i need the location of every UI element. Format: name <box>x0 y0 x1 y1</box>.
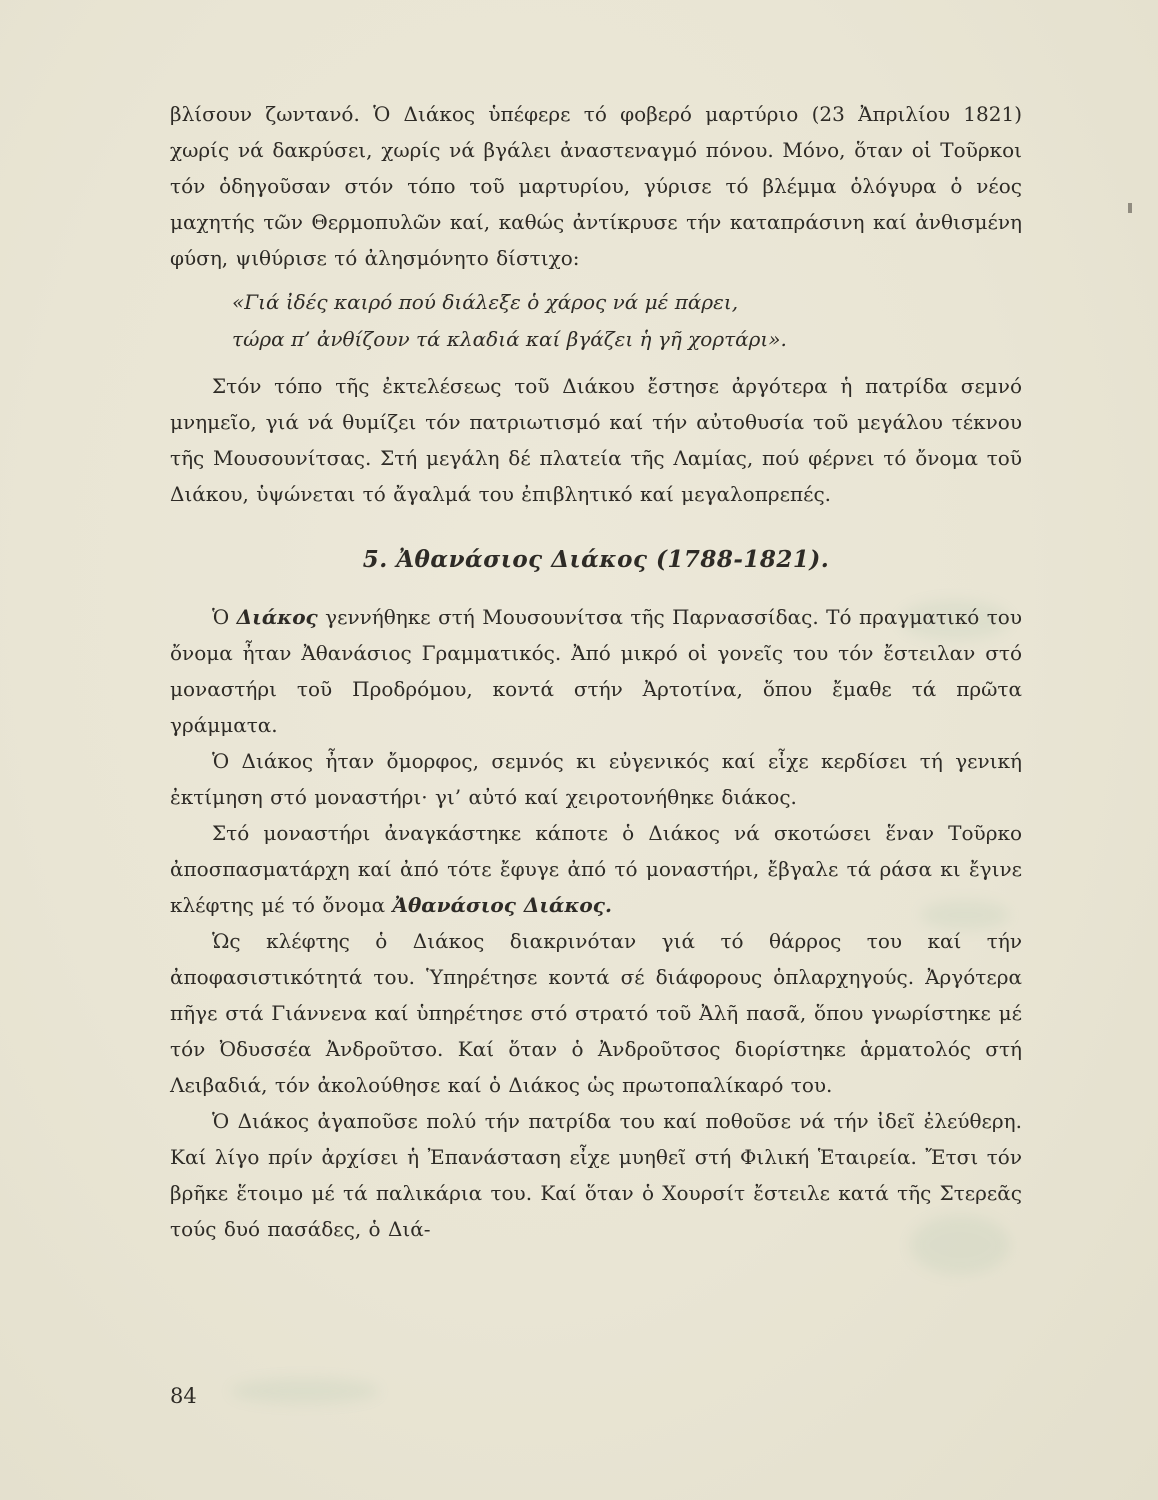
couplet-quote <box>232 284 1022 358</box>
paragraph-kleft-name: Ἀθανάσιος Διάκος. <box>392 893 612 917</box>
paragraph-kleft-pre: Στό μοναστήρι ἀναγκάστηκε κάποτε ὁ Διάκος νά σκοτώσει ἕναν Τοῦρκο ἀποσπασματάρχη καί ἀπό τότε ἔφυγε ἀπό τό μοναστήρι, ἔβγαλε τά ράσα κι ἔγινε κλέφτης μέ τό ὄνομα <box>170 821 1022 917</box>
quote-line-2: τώρα π’ ἀνθίζουν τά κλαδιά καί βγάζει ἡ γῆ χορτάρι». <box>232 327 787 351</box>
paragraph-birth-name: Διάκος <box>236 605 318 629</box>
paragraph-birth-post: γεννήθηκε στή Μουσουνίτσα τῆς Παρνασσίδας. Τό πραγματικό του ὄνομα ἦταν Ἀθανάσιος Γραμματικός. Ἀπό μικρό οἱ γονεῖς του τόν ἔστειλαν στό μοναστήρι τοῦ Προδρόμου, κοντά στήν Ἀρτοτίνα, ὅπου ἔμαθε τά πρῶτα γράμματα. <box>170 605 1022 737</box>
paragraph-birth-pre: Ὁ <box>212 605 237 629</box>
paragraph-revolution: Ὁ Διάκος ἀγαποῦσε πολύ τήν πατρίδα του καί ποθοῦσε νά τήν ἰδεῖ ἐλεύθερη. Καί λίγο πρίν ἀρχίσει ἡ Ἐπανάσταση εἶχε μυηθεῖ στή Φιλική Ἑταιρεία. Ἔτσι τόν βρῆκε ἕτοιμο μέ τά παλικάρια του. Καί ὅταν ὁ Χουρσίτ ἔστειλε κατά τῆς Στερεᾶς τούς δυό πασάδες, ὁ Διά- <box>170 1109 1022 1241</box>
book-page <box>170 96 1022 1247</box>
paragraph-monument: Στόν τόπο τῆς ἐκτελέσεως τοῦ Διάκου ἔστησε ἀργότερα ἡ πατρίδα σεμνό μνημεῖο, γιά νά θυμίζει τόν πατριωτισμό καί τήν αὐτοθυσία τοῦ μεγάλου τέκνου τῆς Μουσουνίτσας. Στή μεγάλη δέ πλατεία τῆς Λαμίας, πού φέρνει τό ὄνομα τοῦ Διάκου, ὑψώνεται τό ἄγαλμά του ἐπιβλητικό καί μεγαλοπρεπές. <box>170 374 1022 506</box>
paragraph-continuation: βλίσουν ζωντανό. Ὁ Διάκος ὑπέφερε τό φοβερό μαρτύριο (23 Ἀπριλίου 1821) χωρίς νά δακρύσει, χωρίς νά βγάλει ἀναστεναγμό πόνου. Μόνο, ὅταν οἱ Τοῦρκοι τόν ὁδηγοῦσαν στόν τόπο τοῦ μαρτυρίου, γύρισε τό βλέμμα ὁλόγυρα ὁ νέος μαχητής τῶν Θερμοπυλῶν καί, καθώς ἀντίκρυσε τήν καταπράσινη καί ἀνθισμένη φύση, ψιθύρισε τό ἀλησμόνητο δίστιχο: <box>170 102 1022 270</box>
section-heading: 5. Ἀθανάσιος Διάκος (1788-1821). <box>362 546 830 573</box>
quote-line-1: «Γιά ἰδές καιρό πού διάλεξε ὁ χάρος νά μέ πάρει, <box>232 290 739 314</box>
paragraph-service: Ὡς κλέφτης ὁ Διάκος διακρινόταν γιά τό θάρρος του καί τήν ἀποφασιστικότητά του. Ὑπηρέτησε κοντά σέ διάφορους ὁπλαρχηγούς. Ἀργότερα πῆγε στά Γιάννενα καί ὑπηρέτησε στό στρατό τοῦ Ἀλῆ πασᾶ, ὅπου γνωρίστηκε μέ τόν Ὀδυσσέα Ἀνδροῦτσο. Καί ὅταν ὁ Ἀνδροῦτσος διορίστηκε ἁρματολός στή Λειβαδιά, τόν ἀκολούθησε καί ὁ Διάκος ὡς πρωτοπαλίκαρό του. <box>170 929 1022 1097</box>
paragraph-character: Ὁ Διάκος ἦταν ὄμορφος, σεμνός κι εὐγενικός καί εἶχε κερδίσει τή γενική ἐκτίμηση στό μοναστήρι· γι’ αὐτό καί χειροτονήθηκε διάκος. <box>170 749 1022 809</box>
page-number: 84 <box>170 1384 197 1408</box>
scan-bleed-artifact <box>230 1378 380 1404</box>
paragraph-birth <box>170 599 1022 743</box>
scan-speck-artifact <box>1128 203 1132 213</box>
paragraph-becomes-kleft <box>170 815 1022 923</box>
